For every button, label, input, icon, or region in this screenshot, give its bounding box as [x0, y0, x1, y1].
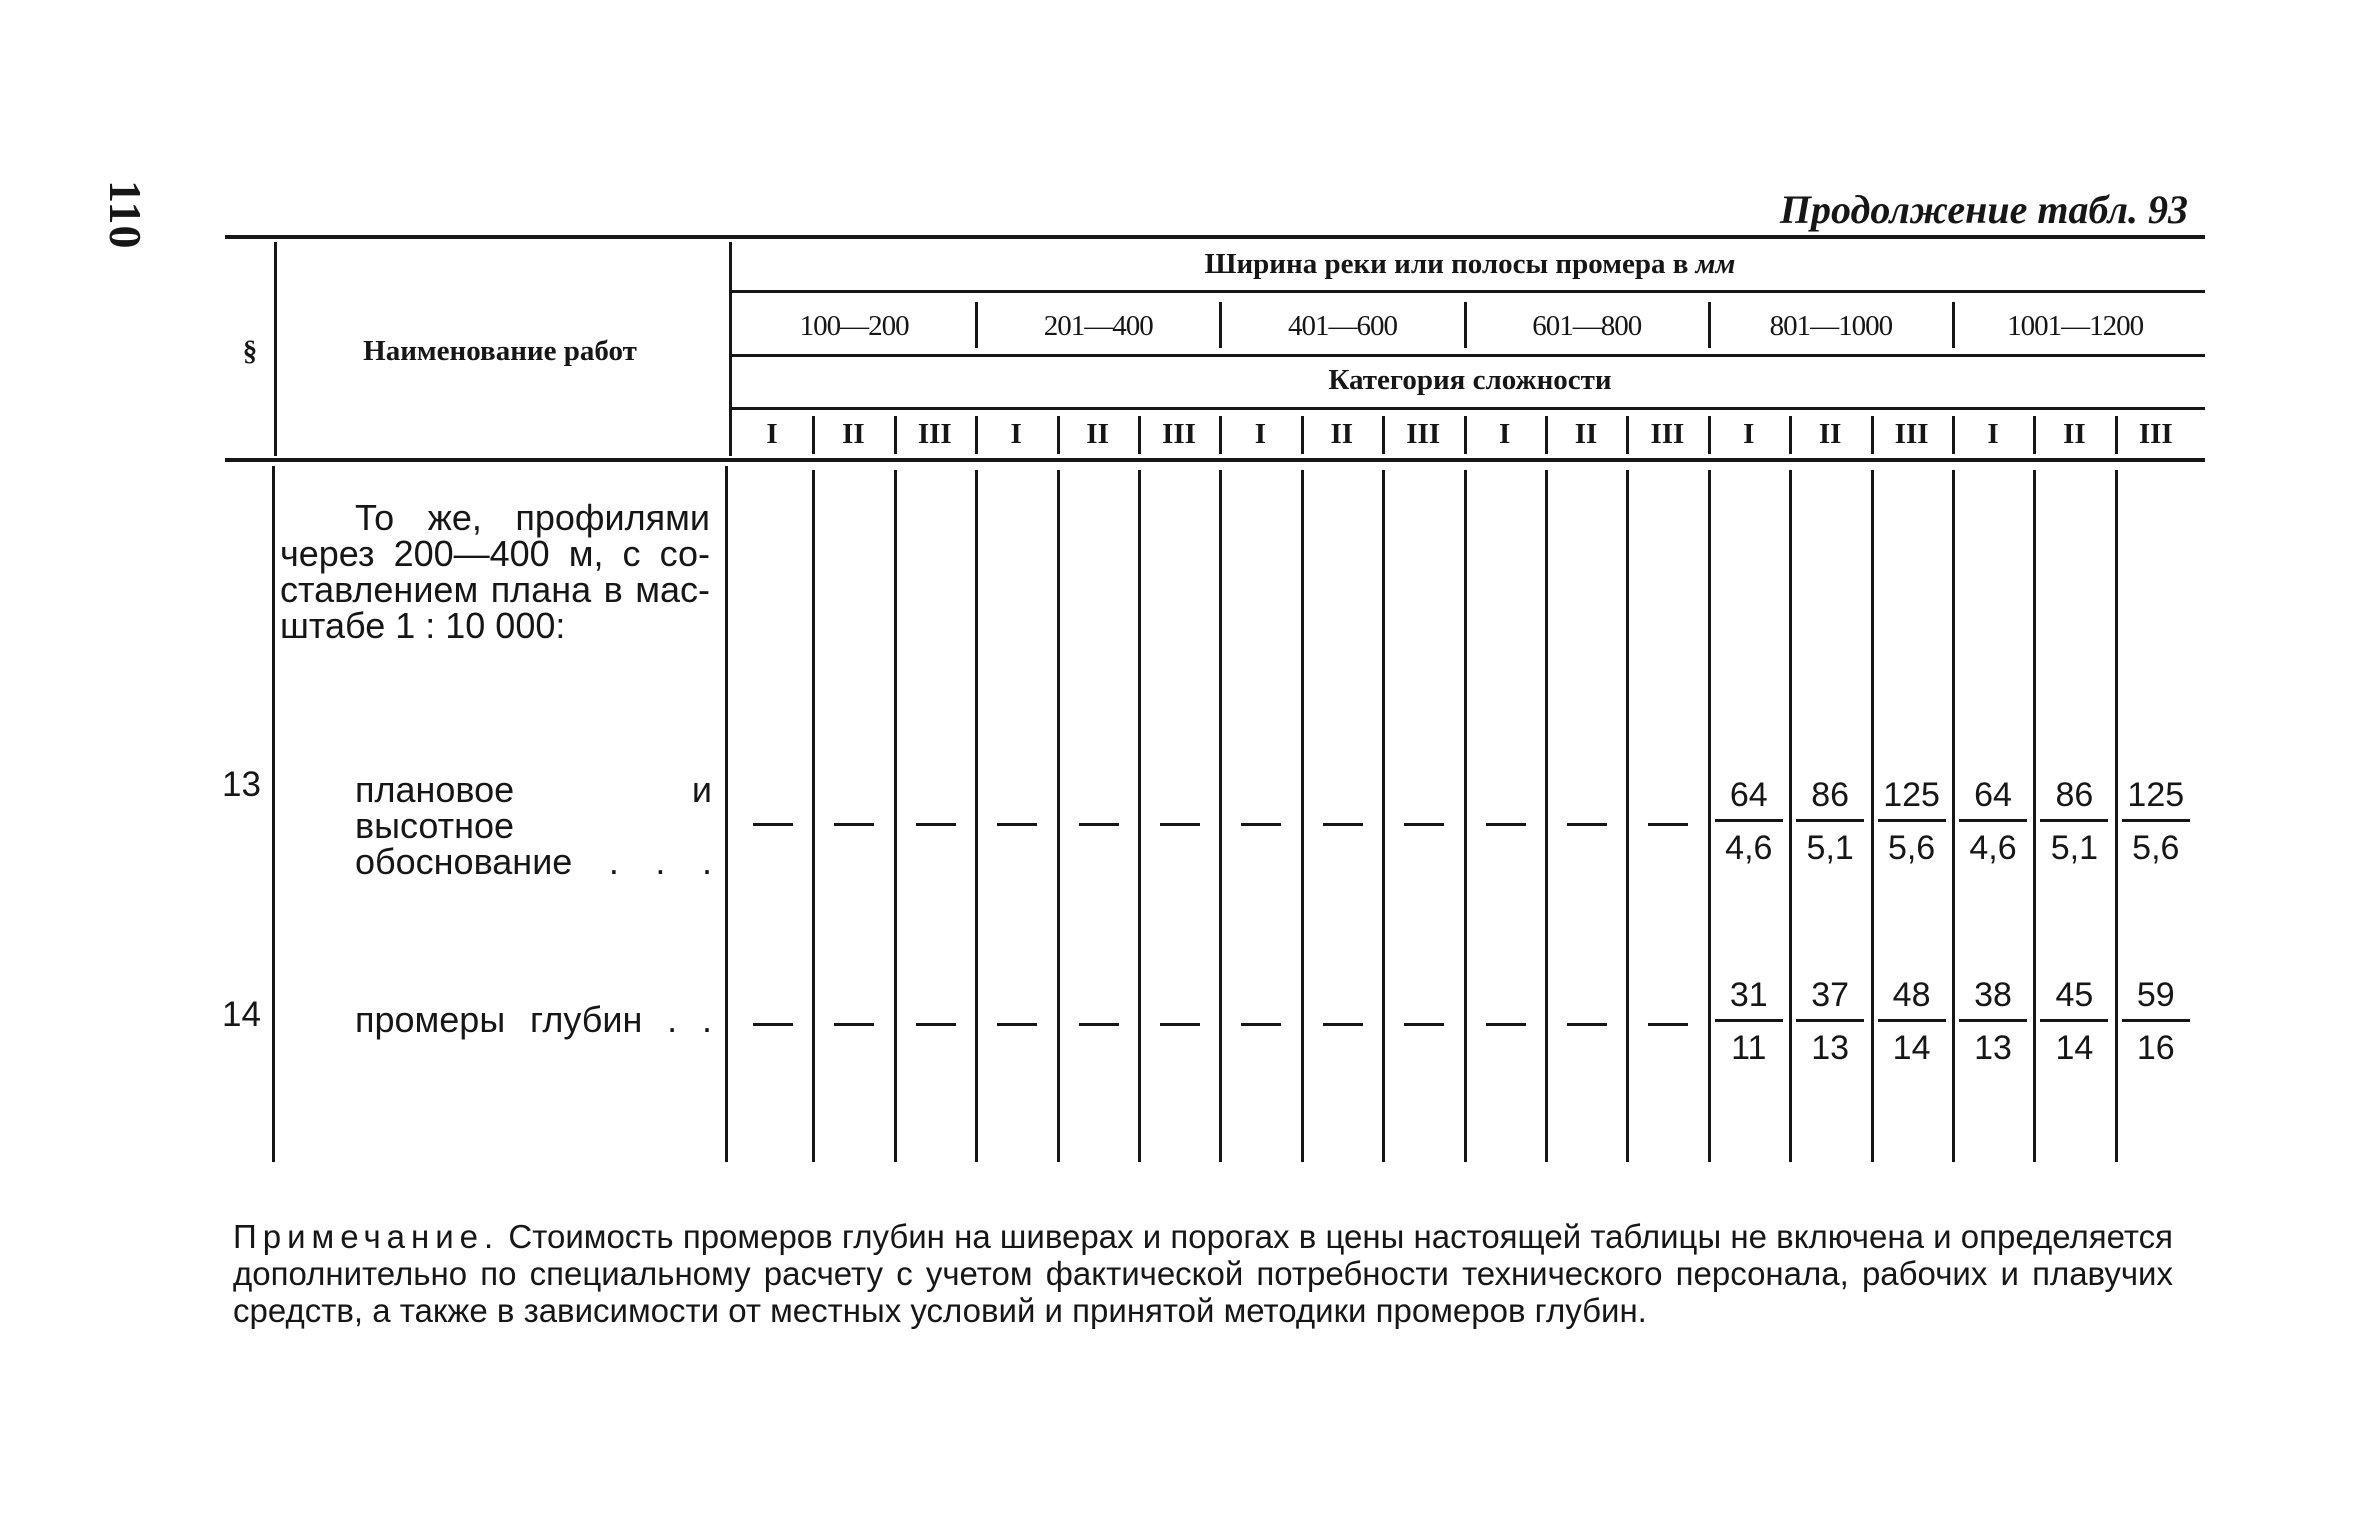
width-range-6: 1001—1200: [2007, 310, 2144, 342]
row-13-value: [1953, 775, 2033, 868]
row-13-value: [1790, 775, 1870, 868]
value-denominator: 5,1: [2050, 829, 2099, 867]
range-divider: [1464, 302, 1467, 348]
category-2: II: [842, 418, 865, 450]
value-numerator: 37: [1811, 976, 1850, 1014]
fraction-bar: [1715, 1019, 1783, 1022]
category-divider: [1219, 416, 1222, 454]
body-column-divider: [1301, 470, 1304, 1162]
category-5: II: [1086, 418, 1109, 450]
body-column-divider: [1464, 470, 1467, 1162]
row-13-empty-dash: [916, 823, 956, 826]
fraction-bar: [1796, 819, 1864, 822]
value-denominator: 14: [1892, 1029, 1931, 1067]
row-14-empty-dash: [1486, 1023, 1526, 1026]
category-divider: [1382, 416, 1385, 454]
value-numerator: 31: [1729, 976, 1768, 1014]
width-unit: мм: [1695, 248, 1736, 280]
category-15: III: [1894, 418, 1929, 450]
row-14-empty-dash: [1160, 1023, 1200, 1026]
value-denominator: 14: [2055, 1029, 2094, 1067]
work-name-header: Наименование работ: [363, 335, 637, 367]
row-13-number: 13: [222, 765, 261, 804]
page-number: 110: [100, 180, 151, 250]
intro-text: [280, 497, 710, 646]
value-denominator: 5,1: [1806, 829, 1854, 867]
complexity-header: Категория сложности: [1328, 364, 1612, 396]
table-top-rule: [225, 235, 2205, 239]
category-divider: [975, 416, 978, 454]
range-divider: [975, 302, 978, 348]
body-column-divider: [1382, 470, 1385, 1162]
value-denominator: 4,6: [1725, 829, 1773, 867]
row-14-empty-dash: [997, 1023, 1037, 1026]
body-column-divider: [1626, 470, 1629, 1162]
fraction-bar: [1796, 1019, 1864, 1022]
body-column-divider: [975, 470, 978, 1162]
row-13-name-line-1: плановое и высотное: [355, 769, 712, 846]
value-numerator: 64: [1974, 776, 2012, 814]
category-6: III: [1162, 418, 1196, 450]
value-numerator: 86: [2055, 776, 2094, 814]
row-14-value: [2034, 975, 2114, 1068]
width-range-4: 601—800: [1532, 310, 1642, 342]
width-range-1: 100—200: [799, 310, 909, 342]
intro-line-1: То же, профилями: [355, 497, 710, 538]
value-denominator: 5,6: [2132, 829, 2180, 867]
note-label: Примечание.: [233, 1218, 500, 1255]
category-8: II: [1330, 418, 1354, 450]
value-numerator: 48: [1892, 976, 1931, 1014]
row-13-empty-dash: [1404, 823, 1444, 826]
width-range-5: 801—1000: [1769, 310, 1893, 342]
category-divider: [2033, 416, 2036, 454]
row-13-empty-dash: [834, 823, 874, 826]
row-14-empty-dash: [916, 1023, 956, 1026]
fraction-bar: [1959, 1019, 2027, 1022]
row-13-value: [2034, 775, 2114, 868]
row-13-value: [1872, 775, 1952, 868]
category-divider: [1871, 416, 1874, 454]
row-14-value: [2116, 975, 2196, 1068]
fraction-bar: [1959, 819, 2027, 822]
category-divider: [1626, 416, 1629, 454]
row-14-value: [1709, 975, 1789, 1068]
fraction-bar: [2122, 819, 2190, 822]
category-17: II: [2063, 418, 2086, 450]
category-11: II: [1574, 418, 1598, 450]
row-14-empty-dash: [1241, 1023, 1281, 1026]
width-title: Ширина реки или полосы промера в: [1204, 248, 1689, 280]
row-14-name: [355, 999, 712, 1040]
value-denominator: 16: [2136, 1029, 2175, 1067]
row-13-value: [1709, 775, 1789, 868]
row-14-empty-dash: [1404, 1023, 1444, 1026]
value-numerator: 38: [1974, 976, 2012, 1014]
intro-line-3: ставлением плана в мас-: [280, 569, 710, 610]
value-numerator: 125: [1883, 776, 1940, 814]
row-13-empty-dash: [1648, 823, 1688, 826]
range-divider: [1219, 302, 1222, 348]
row-14-empty-dash: [1079, 1023, 1119, 1026]
category-1: I: [766, 418, 778, 450]
body-column-divider: [1545, 470, 1548, 1162]
category-12: III: [1650, 418, 1685, 450]
row-14-name-line-1: промеры глубин . .: [355, 999, 712, 1040]
width-header: [735, 248, 2205, 281]
width-range-3: 401—600: [1287, 310, 1397, 342]
value-denominator: 5,6: [1887, 829, 1936, 867]
category-divider: [1545, 416, 1548, 454]
fraction-bar: [2122, 1019, 2190, 1022]
value-denominator: 13: [1974, 1029, 2012, 1067]
body-column-divider: [1057, 470, 1060, 1162]
row-13-empty-dash: [1079, 823, 1119, 826]
range-rule: [732, 354, 2205, 357]
fraction-bar: [2040, 819, 2108, 822]
category-divider: [1708, 416, 1711, 454]
row-13-empty-dash: [1241, 823, 1281, 826]
range-divider: [1952, 302, 1955, 348]
section-column-divider: [274, 242, 277, 456]
category-10: I: [1498, 418, 1511, 450]
name-column-divider-body: [725, 466, 728, 1162]
category-18: III: [2138, 418, 2173, 450]
note-text: Стоимость промеров глубин на шиверах и порогах в цены настоящей таблицы не включена и определяется дополнительно по специальному расчету с учетом фактической потребности технического персонала, рабочих и плавучих средств, а также в зависимости от местных условий и принятой методики промеров глубин.: [233, 1218, 2173, 1329]
category-divider: [1464, 416, 1467, 454]
table-note: [233, 1218, 2173, 1329]
row-13-empty-dash: [1160, 823, 1200, 826]
value-numerator: 64: [1729, 776, 1768, 814]
row-13-name: [355, 769, 712, 882]
complexity-rule: [732, 407, 2205, 410]
category-4: I: [1010, 418, 1022, 450]
fraction-bar: [2040, 1019, 2108, 1022]
body-column-divider: [894, 470, 897, 1162]
category-9: III: [1406, 418, 1441, 450]
category-divider: [1301, 416, 1304, 454]
body-column-divider: [1138, 470, 1141, 1162]
value-numerator: 59: [2136, 976, 2175, 1014]
category-13: I: [1743, 418, 1755, 450]
body-column-divider: [1219, 470, 1222, 1162]
row-13-name-line-2: обоснование . . .: [355, 841, 712, 882]
category-divider: [1789, 416, 1792, 454]
category-divider: [894, 416, 897, 454]
intro-line-4: штабе 1 : 10 000:: [280, 605, 566, 646]
category-divider: [812, 416, 815, 454]
row-13-empty-dash: [997, 823, 1037, 826]
row-14-value: [1872, 975, 1952, 1068]
intro-line-2: через 200—400 м, с со-: [280, 533, 710, 574]
category-divider: [1952, 416, 1955, 454]
row-14-value: [1953, 975, 2033, 1068]
row-14-value: [1790, 975, 1870, 1068]
category-3: III: [917, 418, 952, 450]
fraction-bar: [1878, 819, 1946, 822]
row-14-number: 14: [222, 995, 261, 1034]
value-denominator: 4,6: [1969, 829, 2017, 867]
row-13-empty-dash: [1486, 823, 1526, 826]
row-13-empty-dash: [1567, 823, 1607, 826]
category-16: I: [1987, 418, 1999, 450]
width-title-rule: [732, 290, 2205, 293]
table-continuation-caption: Продолжение табл. 93: [1779, 187, 2188, 232]
width-range-2: 201—400: [1043, 310, 1153, 342]
fraction-bar: [1715, 819, 1783, 822]
category-7: I: [1254, 418, 1267, 450]
category-14: II: [1818, 418, 1842, 450]
category-divider: [1057, 416, 1060, 454]
section-column-divider-body: [272, 466, 275, 1162]
row-14-empty-dash: [753, 1023, 793, 1026]
row-14-empty-dash: [1567, 1023, 1607, 1026]
row-13-empty-dash: [1323, 823, 1363, 826]
range-divider: [1708, 302, 1711, 348]
row-13-value: [2116, 775, 2196, 868]
section-symbol: §: [242, 335, 258, 367]
row-14-empty-dash: [1323, 1023, 1363, 1026]
body-column-divider: [812, 470, 815, 1162]
value-numerator: 86: [1811, 776, 1850, 814]
header-bottom-rule: [225, 458, 2205, 462]
row-14-empty-dash: [1648, 1023, 1688, 1026]
value-denominator: 11: [1731, 1029, 1767, 1067]
value-denominator: 13: [1811, 1029, 1850, 1067]
fraction-bar: [1878, 1019, 1946, 1022]
row-13-empty-dash: [753, 823, 793, 826]
value-numerator: 45: [2055, 976, 2094, 1014]
value-numerator: 125: [2127, 776, 2185, 814]
category-divider: [2115, 416, 2118, 454]
category-divider: [1138, 416, 1141, 454]
row-14-empty-dash: [834, 1023, 874, 1026]
